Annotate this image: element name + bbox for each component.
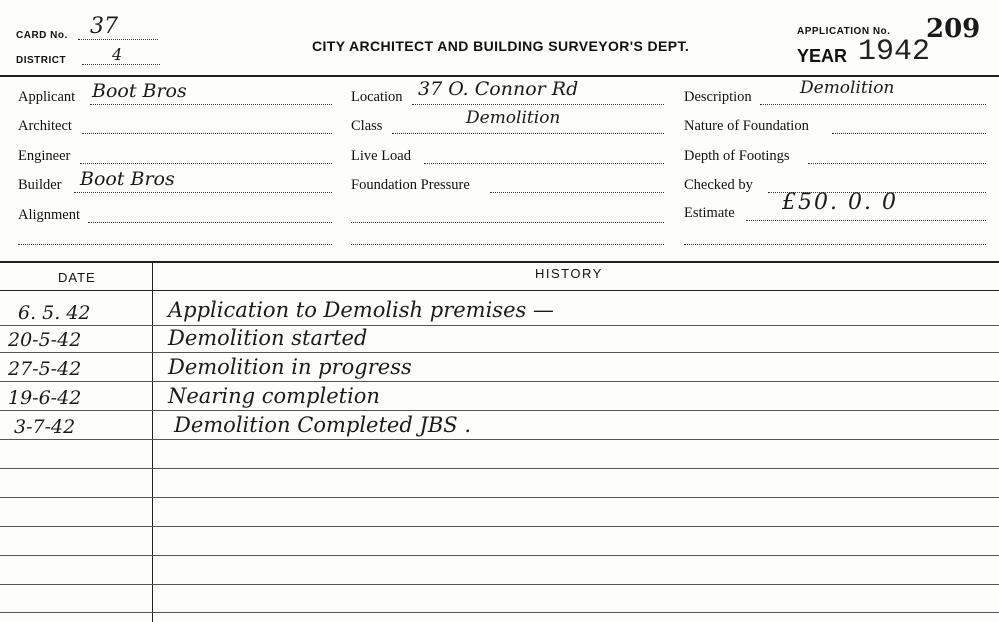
class-label: Class [351, 118, 383, 134]
department-title: CITY ARCHITECT AND BUILDING SURVEYOR'S DEPT. [312, 38, 690, 54]
row-date: 27-5-42 [8, 358, 82, 380]
nature-of-foundation-label: Nature of Foundation [684, 118, 809, 134]
row-history: Application to Demolish premises — [168, 298, 554, 322]
date-header: DATE [58, 270, 96, 285]
row-history: Demolition in progress [168, 355, 412, 379]
estimate-label: Estimate [684, 205, 735, 221]
description-line [760, 104, 986, 105]
row-history: Demolition started [168, 326, 368, 350]
depth-of-footings-label: Depth of Footings [684, 148, 790, 164]
checked-by-label: Checked by [684, 177, 753, 193]
location-value: 37 O. Connor Rd [418, 78, 579, 100]
history-header: HISTORY [535, 266, 603, 281]
builder-line [74, 192, 332, 193]
architect-line [82, 133, 332, 134]
description-label: Description [684, 89, 752, 105]
table-header-rule [0, 290, 999, 291]
alignment-line [88, 222, 332, 223]
district-value: 4 [112, 45, 123, 64]
card-no-line [78, 39, 158, 40]
applicant-label: Applicant [18, 89, 76, 105]
blank-line-a [18, 244, 332, 245]
estimate-value: £50. 0. 0 [782, 190, 898, 215]
class-line [392, 133, 664, 134]
application-no-label: APPLICATION No. [797, 26, 891, 37]
row-date: 6. 5. 42 [18, 302, 91, 324]
row-date: 3-7-42 [14, 416, 76, 438]
card-no-label: CARD No. [16, 30, 68, 41]
row-history: Demolition Completed JBS . [174, 413, 472, 437]
row-date: 20-5-42 [8, 329, 82, 351]
table-top-rule [0, 261, 999, 263]
estimate-line [746, 220, 986, 221]
foundation-pressure-line [490, 192, 664, 193]
header-rule [0, 75, 999, 77]
applicant-line [90, 104, 332, 105]
builder-value: Boot Bros [80, 168, 175, 190]
live-load-label: Live Load [351, 148, 411, 164]
location-line [412, 104, 664, 105]
district-line [82, 64, 160, 65]
application-no-value: 209 [926, 14, 981, 44]
applicant-value: Boot Bros [92, 80, 187, 102]
description-value: Demolition [800, 78, 895, 98]
live-load-line [424, 163, 664, 164]
engineer-line [80, 163, 332, 164]
row-history: Nearing completion [168, 384, 380, 408]
district-label: DISTRICT [16, 55, 67, 66]
class-value: Demolition [466, 108, 561, 128]
row-date: 19-6-42 [8, 387, 82, 409]
col2-blank-line [351, 222, 664, 223]
year-value: 1942 [858, 35, 931, 69]
alignment-label: Alignment [18, 207, 81, 223]
nature-of-foundation-line [832, 133, 986, 134]
architect-label: Architect [18, 118, 72, 134]
year-label: YEAR [797, 46, 848, 66]
card-no-value: 37 [90, 14, 118, 39]
depth-of-footings-line [808, 163, 986, 164]
engineer-label: Engineer [18, 148, 71, 164]
foundation-pressure-label: Foundation Pressure [351, 177, 470, 193]
blank-line-b [351, 244, 664, 245]
builder-label: Builder [18, 177, 62, 193]
table-column-divider [152, 263, 153, 622]
location-label: Location [351, 89, 403, 105]
blank-line-c [684, 244, 986, 245]
